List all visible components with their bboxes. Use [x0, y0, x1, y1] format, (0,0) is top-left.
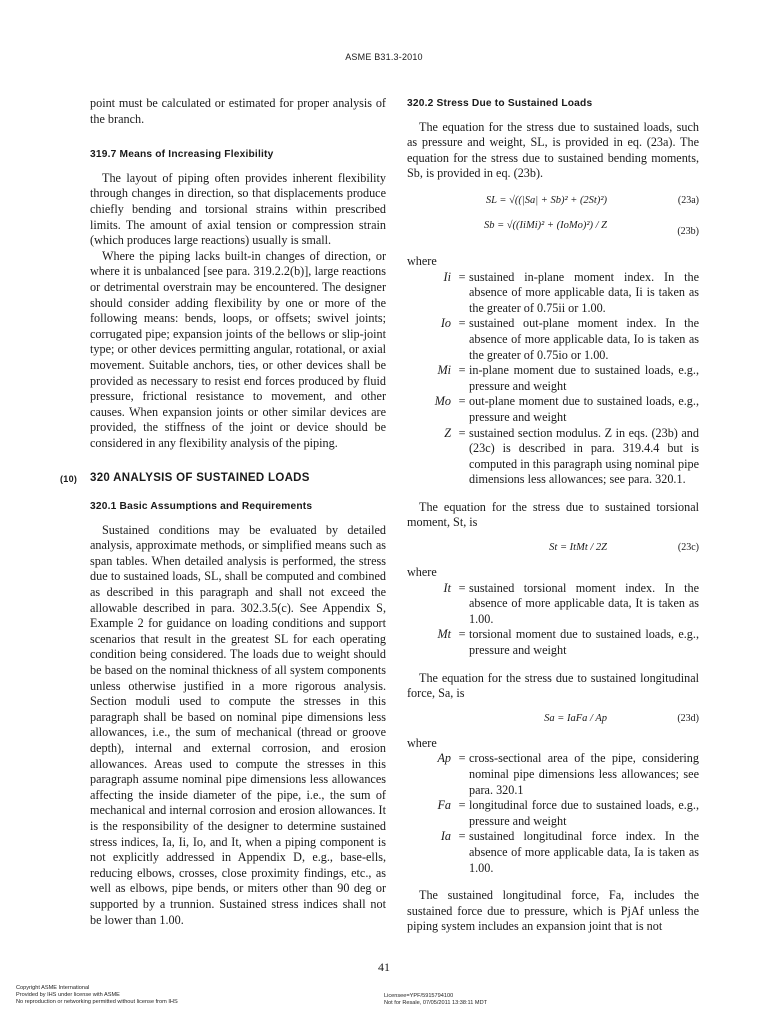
- paragraph-continued: point must be calculated or estimated for proper analysis of the branch.: [90, 96, 386, 126]
- equation-23b-number: (23b): [677, 225, 699, 237]
- equals-sign: =: [458, 394, 466, 409]
- definition-symbol: Ia: [440, 829, 451, 844]
- definition-text: longitudinal force due to sustained loads, e.g., pressure and weight: [469, 798, 699, 828]
- definition-text: sustained longitudinal force index. In the absence of more applicable data, Ia is taken as 1.00.: [469, 829, 699, 875]
- where-label: where: [407, 735, 437, 750]
- paragraph-final: The sustained longitudinal force, Fa, includes the sustained force due to pressure, which is PjAf unless the piping system includes an expansion joint that is not: [407, 888, 699, 934]
- equals-sign: =: [458, 829, 466, 844]
- running-header: ASME B31.3-2010: [345, 52, 423, 62]
- definition-text: out-plane moment due to sustained loads, e.g., pressure and weight: [469, 394, 699, 424]
- heading-320: [60, 471, 386, 487]
- page-number: 41: [378, 960, 390, 974]
- paragraph-longitudinal: The equation for the stress due to sustained longitudinal force, Sa, is: [407, 670, 699, 701]
- definition-symbol: Mi: [437, 363, 451, 378]
- definition-list-1: [407, 270, 699, 488]
- definition-symbol: Z: [444, 425, 451, 440]
- paragraph-320-2-intro: The equation for the stress due to sustained loads, such as pressure and weight, SL, is provided in eq. (23a). The equation for the stress due to sustained bending moments, Sb, is provided in eq. (23b).: [407, 119, 699, 181]
- equation-23c-number: (23c): [677, 542, 699, 554]
- definition-symbol: Io: [440, 316, 451, 331]
- equation-23d-body: Sa = IaFa / Ap: [544, 712, 607, 724]
- definition-item: [407, 426, 699, 488]
- equation-23b-body: Sb = √((IiMi)² + (IoMo)²) / Z: [483, 219, 607, 231]
- revision-margin-tag: (10): [60, 474, 78, 485]
- definition-item: [407, 798, 699, 829]
- heading-320-2: 320.2 Stress Due to Sustained Loads: [407, 98, 593, 109]
- equation-23d: [407, 702, 699, 736]
- heading-319-7: 319.7 Means of Increasing Flexibility: [90, 149, 274, 161]
- footer-copyright: [16, 985, 178, 1006]
- equation-23c: [407, 531, 699, 565]
- definition-item: [407, 627, 699, 658]
- definition-text: sustained section modulus. Z in eqs. (23b) and (23c) is described in para. 319.4.4 but is computed in this paragraph using nominal pipe dimensions less allowances; see para. 320.1.: [469, 425, 699, 487]
- definition-text: in-plane moment due to sustained loads, e.g., pressure and weight: [469, 363, 699, 393]
- definition-item: [407, 751, 699, 798]
- definition-symbol: Ii: [443, 269, 451, 284]
- equals-sign: =: [458, 580, 466, 595]
- definition-item: [407, 270, 699, 317]
- definition-item: [407, 394, 699, 425]
- paragraph-torsional: The equation for the stress due to sustained torsional moment, St, is: [407, 499, 699, 530]
- equation-23b: [407, 212, 699, 246]
- definition-item: [407, 363, 699, 394]
- definition-item: [407, 581, 699, 628]
- right-column: [407, 96, 699, 935]
- definition-text: sustained in-plane moment index. In the absence of more applicable data, Ii is taken as the greater of 0.75ii or 1.00.: [469, 269, 699, 315]
- equation-23d-number: (23d): [677, 712, 699, 724]
- paragraph-319-7-b: Where the piping lacks built-in changes of direction, or where it is unbalanced [see para. 319.2.2(b)], large reactions or detrimental overstrain may be encountered. The designer should consider adding flexibility by one or more of the following means: bends, loops, or offsets; swivel joints; corrugated pipe; expansion joints of the bellows or slip-joint type; or other devices permitting angular, rotational, or axial movement. Suitable anchors, ties, or other devices shall be provided as necessary to resist end forces produced by fluid pressure, frictional resistance to movement, and other causes. When expansion joints or other similar devices are provided, the stiffness of the joint or device should be considered in any flexibility analysis of the piping.: [90, 248, 386, 450]
- equation-23a-number: (23a): [677, 194, 699, 206]
- heading-320-1: 320.1 Basic Assumptions and Requirements: [90, 501, 313, 513]
- definition-symbol: Fa: [437, 798, 451, 813]
- definition-text: sustained torsional moment index. In the absence of more applicable data, It is taken as 1.00.: [469, 580, 699, 626]
- equals-sign: =: [458, 627, 466, 642]
- definition-symbol: Mo: [434, 394, 451, 409]
- footer-line: Provided by IHS under license with ASME: [16, 992, 120, 998]
- definition-symbol: Mt: [437, 627, 451, 642]
- definition-text: cross-sectional area of the pipe, considering nominal pipe dimensions less allowances; see para. 320.1: [469, 751, 699, 797]
- definition-symbol: Ap: [437, 751, 451, 766]
- equals-sign: =: [458, 316, 466, 331]
- footer-line: Licensee=YPF/5915794100: [384, 993, 454, 999]
- footer-license: [384, 993, 487, 1007]
- definition-text: sustained out-plane moment index. In the absence of more applicable data, Io is taken as the greater of 0.75io or 1.00.: [469, 316, 699, 362]
- equation-23a-body: SL = √((|Sa| + Sb)² + (2St)²): [485, 194, 607, 206]
- where-label: where: [407, 253, 437, 268]
- equals-sign: =: [458, 751, 466, 766]
- equation-23c-body: St = ItMt / 2Z: [549, 542, 607, 554]
- heading-320-text: 320 ANALYSIS OF SUSTAINED LOADS: [90, 472, 310, 485]
- equals-sign: =: [458, 425, 466, 440]
- definition-symbol: It: [443, 580, 451, 595]
- definition-text: torsional moment due to sustained loads, e.g., pressure and weight: [469, 627, 699, 658]
- definition-item: [407, 829, 699, 876]
- paragraph-319-7-a: The layout of piping often provides inherent flexibility through changes in direction, so that displacements produce chiefly bending and torsional strains within prescribed limits. The amount of axial tension or compression strain (which produces large reactions) usually is small.: [90, 170, 386, 248]
- equals-sign: =: [458, 363, 466, 378]
- footer-line: Not for Resale, 07/05/2011 13:38:11 MDT: [384, 1000, 488, 1006]
- footer-line: Copyright ASME International: [16, 985, 90, 991]
- equals-sign: =: [458, 798, 466, 813]
- paragraph-320-1: Sustained conditions may be evaluated by detailed analysis, approximate methods, or simplified means such as span tables. When detailed analysis is performed, the stress due to sustained loads, SL, shall be computed and combined as described in this paragraph and shall not exceed the allowable described in para. 302.3.5(c). See Appendix S, Example 2 for guidance on loading conditions and support scenarios that result in the greatest SL for each operating condition being considered. The loads due to weight should be based on the nominal thickness of all system components unless otherwise justified in a more rigorous analysis. Section moduli used to compute the stresses in this paragraph shall be based on nominal pipe dimensions less allowances, i.e., the sum of mechanical (thread or groove depth), internal and external corrosion, and erosion allowances. Areas used to compute the stresses in this paragraph assume nominal pipe dimensions less allowances affecting the inside diameter of the pipe, i.e., the sum of mechanical and internal corrosion and erosion allowances. It is the responsibility of the designer to determine sustained stress indices, Ia, Ii, Io, and It, when a piping component is not explicitly addressed in Appendix D, e.g., base-ells, reducing elbows, crosses, close proximity findings, etc., as well as elbows, pipe bends, or miters other than 90 deg or supported by a trunnion. Sustained stress indices shall not be lower than 1.00.: [90, 522, 386, 927]
- where-label: where: [407, 565, 437, 580]
- definition-list-3: [407, 751, 699, 876]
- equation-23a: [407, 190, 699, 212]
- definition-item: [407, 316, 699, 363]
- definition-list-2: [407, 581, 699, 659]
- equals-sign: =: [458, 269, 466, 284]
- footer-line: No reproduction or networking permitted without license from IHS: [16, 999, 178, 1005]
- left-column: [60, 96, 386, 928]
